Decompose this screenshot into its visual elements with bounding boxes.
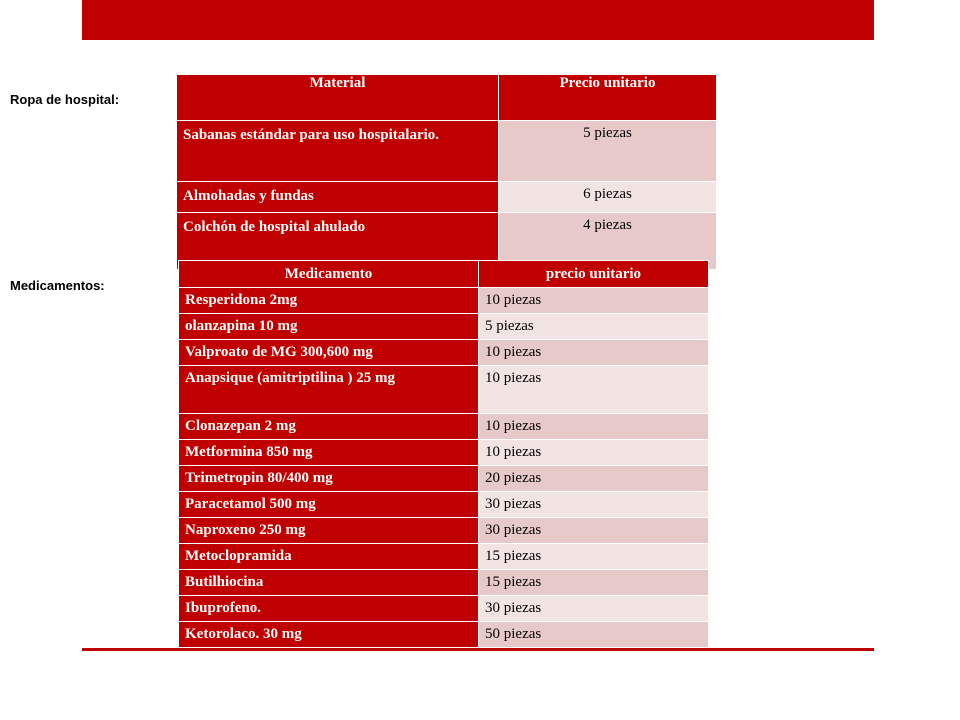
quantity-cell: 30 piezas	[479, 596, 709, 622]
table-row	[179, 570, 709, 596]
quantity-cell: 5 piezas	[479, 314, 709, 340]
item-cell: Ibuprofeno.	[179, 596, 479, 622]
bottom-divider	[82, 648, 874, 651]
quantity-cell: 50 piezas	[479, 622, 709, 648]
item-cell: olanzapina 10 mg	[179, 314, 479, 340]
quantity-cell: 30 piezas	[479, 518, 709, 544]
column-header: Material	[177, 75, 499, 121]
table-row	[179, 622, 709, 648]
table-row	[179, 366, 709, 414]
item-cell: Butilhiocina	[179, 570, 479, 596]
item-cell: Naproxeno 250 mg	[179, 518, 479, 544]
quantity-cell: 30 piezas	[479, 492, 709, 518]
item-cell: Metformina 850 mg	[179, 440, 479, 466]
table-row	[179, 314, 709, 340]
item-cell: Almohadas y fundas	[177, 182, 499, 213]
table-header-row	[179, 261, 709, 288]
column-header: Precio unitario	[499, 75, 717, 121]
table-row	[179, 518, 709, 544]
medicamentos-table	[178, 260, 709, 648]
column-header: Medicamento	[179, 261, 479, 288]
section-label-medicamentos: Medicamentos:	[10, 278, 105, 293]
table-row	[179, 544, 709, 570]
item-cell: Valproato de MG 300,600 mg	[179, 340, 479, 366]
top-banner	[82, 0, 874, 40]
table-row	[179, 288, 709, 314]
section-label-ropa: Ropa de hospital:	[10, 92, 120, 107]
table-row	[179, 414, 709, 440]
ropa-table	[176, 74, 717, 270]
column-header: precio unitario	[479, 261, 709, 288]
table-header-row	[177, 75, 717, 121]
quantity-cell: 10 piezas	[479, 288, 709, 314]
item-cell: Ketorolaco. 30 mg	[179, 622, 479, 648]
item-cell: Paracetamol 500 mg	[179, 492, 479, 518]
table-row	[179, 440, 709, 466]
table-row	[177, 182, 717, 213]
quantity-cell: 10 piezas	[479, 440, 709, 466]
quantity-cell: 10 piezas	[479, 340, 709, 366]
quantity-cell: 15 piezas	[479, 544, 709, 570]
table-row	[179, 492, 709, 518]
quantity-cell: 20 piezas	[479, 466, 709, 492]
table-row	[179, 466, 709, 492]
item-cell: Metoclopramida	[179, 544, 479, 570]
item-cell: Clonazepan 2 mg	[179, 414, 479, 440]
item-cell: Anapsique (amitriptilina ) 25 mg	[179, 366, 479, 414]
item-cell: Colchón de hospital ahulado	[177, 213, 499, 270]
quantity-cell: 4 piezas	[499, 213, 717, 270]
quantity-cell: 15 piezas	[479, 570, 709, 596]
table-row	[177, 121, 717, 182]
quantity-cell: 10 piezas	[479, 366, 709, 414]
quantity-cell: 6 piezas	[499, 182, 717, 213]
item-cell: Trimetropin 80/400 mg	[179, 466, 479, 492]
table-row	[179, 340, 709, 366]
table-row	[179, 596, 709, 622]
item-cell: Resperidona 2mg	[179, 288, 479, 314]
quantity-cell: 10 piezas	[479, 414, 709, 440]
item-cell: Sabanas estándar para uso hospitalario.	[177, 121, 499, 182]
quantity-cell: 5 piezas	[499, 121, 717, 182]
